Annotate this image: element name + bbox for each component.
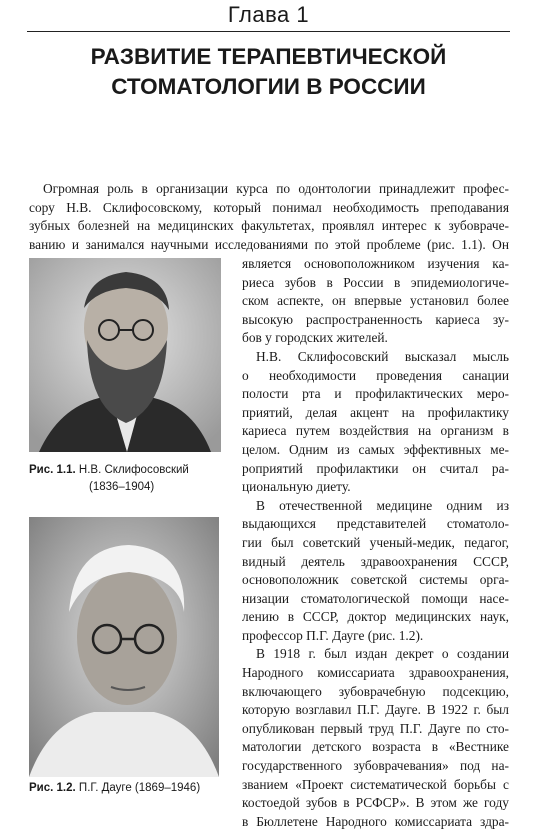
chapter-label: Глава 1 [227,2,310,27]
figure-text-1: Н.В. Склифосовский [78,464,189,476]
text-line: включающего зубоврачебную подсекцию, [242,683,509,699]
chapter-divider [27,31,510,32]
text-line: лению в СССР, доктор медицинских наук, [242,609,509,625]
text-line: является основоположником изучения ка- [242,256,509,271]
chapter-title [0,42,537,102]
text-line: кариеса путем воздействия на организм в [242,423,509,439]
chapter-title-line-1: РАЗВИТИЕ ТЕРАПЕВТИЧЕСКОЙ [90,44,447,69]
text-line: выдающихся представителей стоматоло- [242,516,509,532]
text-line: которую возглавил П.Г. Дауге. В 1922 г. был [242,702,509,718]
intro-paragraph [29,180,509,254]
text-line: сору Н.В. Склифосовскому, который понимал необходимость преподавания [29,199,509,215]
text-line: В 1918 г. был издан декрет о создании [256,646,509,662]
text-line: Огромная роль в организации курса по одонтологии принадлежит профес- [43,181,509,196]
text-line: роприятий профилактики он считал ра- [242,460,509,476]
text-line: матологии детского возраста в «Вестнике [242,739,509,755]
text-line: о необходимости проведения санации [242,367,509,383]
figure-caption-2 [29,780,259,797]
text-line: ванию и занимался научными исследованиями по этой проблеме (рис. 1.1). Он [29,236,509,252]
body-text-column [242,255,509,831]
text-line: высокую распространенность кариеса зу- [242,311,509,327]
chapter-title-line-2: СТОМАТОЛОГИИ В РОССИИ [111,74,426,99]
figure-label-2: Рис. 1.2. [29,782,76,794]
text-line: костоедой зубов в РСФСР». В этом же году [242,795,509,811]
text-line: гии был советский ученый-медик, педагог, [242,534,509,550]
text-line: Народного комиссариата здравоохранения, [242,665,509,681]
text-line: в Бюллетене Народного комиссариата здра- [242,813,509,829]
text-line: званием «Проект систематической борьбы с [242,776,509,792]
text-line: государственного зубоврачевания» под на- [242,758,509,774]
portrait-photo-sklifosovsky [29,258,221,452]
text-line: Н.В. Склифосовский высказал мысль [256,348,509,364]
text-line: бов у городских жителей. [242,330,388,346]
text-line: целом. Одним из самых эффективных ме- [242,441,509,457]
text-line: риеса зубов в России в эпидемиологиче- [242,274,509,290]
figure-text-2: П.Г. Дауге (1869–1946) [78,782,201,794]
figure-caption-1 [29,462,239,496]
text-line: основоположник советской системы орга- [242,572,509,588]
figure-label-1: Рис. 1.1. [29,464,76,476]
text-line: приятий, делая акцент на профилактику [242,404,509,420]
text-line: профессор П.Г. Дауге (рис. 1.2). [242,627,424,643]
text-line: опубликован первый труд П.Г. Дауге по сто- [242,720,509,736]
text-line: зубных болезней на медицинских факультетах, проявлял интерес к зубовраче- [29,218,509,234]
text-line: видный деятель здравоохранения СССР, [242,553,509,569]
text-line: циональную диету. [242,479,351,495]
figure-years-1: (1836–1904) [89,481,155,493]
text-line: ском аспекте, он впервые установил более [242,293,509,309]
text-line: полости рта и профилактических меро- [242,386,509,402]
portrait-photo-dauge [29,517,219,777]
text-line: В отечественной медицине одним из [256,497,509,513]
text-line: низации стоматологической помощи насе- [242,590,509,606]
